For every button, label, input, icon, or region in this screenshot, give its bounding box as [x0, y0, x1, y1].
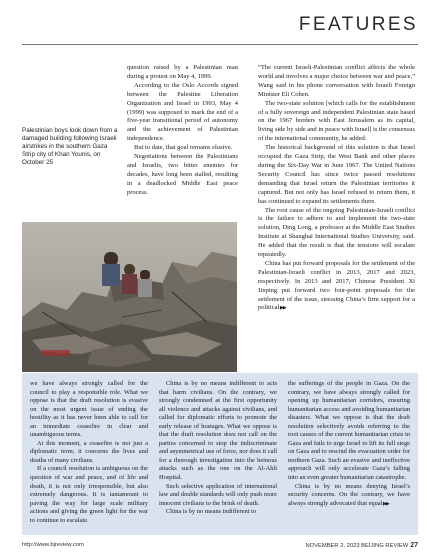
paragraph-continued: China has put forward proposals for the settlement of the Palestinian-Israeli conflict in 2013, 2017 and 2023, respectively. In 2013 and 2017, Chinese President Xi Jinping put forward two four-point proposals for the settlement of the issue, stressing China’s firm support for a political ▶▶	[258, 259, 415, 312]
box-column-3	[288, 380, 410, 508]
paragraph: If a council resolution is ambiguous on the question of war and peace, and of life and death, it is not only irresponsible, but also extremely dangerous. It is tantamount to paving the way for large scale military actions and giving the green light for the war to continue to escalate.	[30, 465, 148, 524]
footer-issue-label: NOVEMBER 2, 2023 BEIJING REVIEW	[305, 543, 409, 549]
article-column-2	[127, 64, 238, 198]
footer-issue	[305, 542, 418, 549]
paragraph: Such selective application of international law and double standards will only push more innocent civilians to the brink of death.	[159, 482, 277, 507]
paragraph: “The current Israeli-Palestinian conflict affects the whole world and involves a major choice between war and peace,” Wang said in his phone conversation with Israeli Foreign Minister Eli Cohen.	[258, 64, 415, 98]
section-header	[0, 0, 427, 48]
paragraph: The two-state solution [which calls for the establishment of a fully sovereign and independent Palestinian state based on the 1967 borders with East Jerusalem as its capital, living side by side and in peace with Israel] is the consensus of the international community, he added.	[258, 99, 415, 143]
article-column-3	[258, 64, 415, 313]
paragraph: the sufferings of the people in Gaza. On the contrary, we have always strongly called for opening up humanitarian corridors, ensuring humanitarian access and avoiding humanitarian disasters. What we oppose is that the draft resolution selectively avoids referring to the root causes of the current humanitarian crisis in Gaza and fails to urge Israel to lift its full siege on Gaza and to rescind the evacuation order for northern Gaza. Such an evasive and ineffective approach will only accelerate Gaza’s falling into an even greater humanitarian catastrophe.	[288, 380, 410, 482]
section-title: FEATURES	[298, 14, 418, 35]
header-rule	[22, 44, 418, 45]
paragraph: Negotiations between the Palestinians and Israelis, two bitter enemies for decades, have long been stalled, resulting in a deadlocked Middle East peace process.	[127, 153, 238, 196]
article-photo	[22, 222, 237, 372]
paragraph-continued: China is by no means denying Israel’s security concerns. On the contrary, we have always strongly advocated that equal ▶▶	[288, 482, 410, 507]
paragraph: The historical background of this solution is that Israel occupied the Gaza Strip, the West Bank and other places during the Six-Day War in June 1967. The United Nations Security Council has since twice passed resolutions demanding that Israel return the Palestinian territories it captured. But not only has Israel refused to return them, it has continued to expand its settlements there.	[258, 144, 415, 205]
paragraph: But to date, that goal remains elusive.	[134, 144, 233, 152]
paragraph: question raised by a Palestinian man during a protest on May 4, 1999.	[127, 64, 238, 80]
page-number: 27	[410, 542, 418, 549]
box-column-1	[30, 380, 148, 525]
paragraph: we have always strongly called for the council to play a responsible role. What we oppose is that the draft resolution is evasive on the most urgent issue of ending the hostility as it has never been able to call for an immediate ceasefire in clear and unambiguous terms.	[30, 380, 148, 439]
sidebar-box	[22, 373, 418, 535]
continue-arrow-icon: ▶▶	[382, 500, 389, 507]
paragraph: China is by no means indifferent to	[166, 508, 257, 516]
paragraph: According to the Oslo Accords signed between the Palestine Liberation Organization and Israel in 1993, May 4 (1999) was supposed to mark the end of a five-year transitional period of autonomy and the achievement of Palestinian independence.	[127, 81, 238, 143]
continue-arrow-icon: ▶▶	[279, 305, 286, 312]
photo-caption: Palestinian boys look down from a damaged building following Israeli airstrikes in the southern Gaza Strip city of Khan Younis, on October 25	[22, 127, 118, 166]
paragraph: China is by no means indifferent to acts that harm civilians. On the contrary, we strongly condemned at the first opportunity all violence and attacks against civilians, and called for diplomatic efforts to promote the early release of hostages. What we oppose is that the draft resolution does not call on the parties concerned to stop the indiscriminate and asymmetrical use of force, nor does it call for a thorough investigation into the heinous attacks such as the one on the Al-Ahli Hospital.	[159, 380, 278, 482]
paragraph: At this moment, a ceasefire is not just a diplomatic term; it concerns the lives and deaths of many civilians.	[30, 439, 148, 464]
paragraph: The root cause of the ongoing Palestinian-Israeli conflict is the failure to adhere to and implement the two-state solution, Ding Long, a professor at the Middle East Studies Institute at Shanghai International Studies University, said. He added that the result is that the tensions will escalate repeatedly.	[258, 206, 415, 259]
footer-url[interactable]: http://www.bjreview.com	[22, 542, 84, 548]
box-column-2	[159, 380, 277, 517]
